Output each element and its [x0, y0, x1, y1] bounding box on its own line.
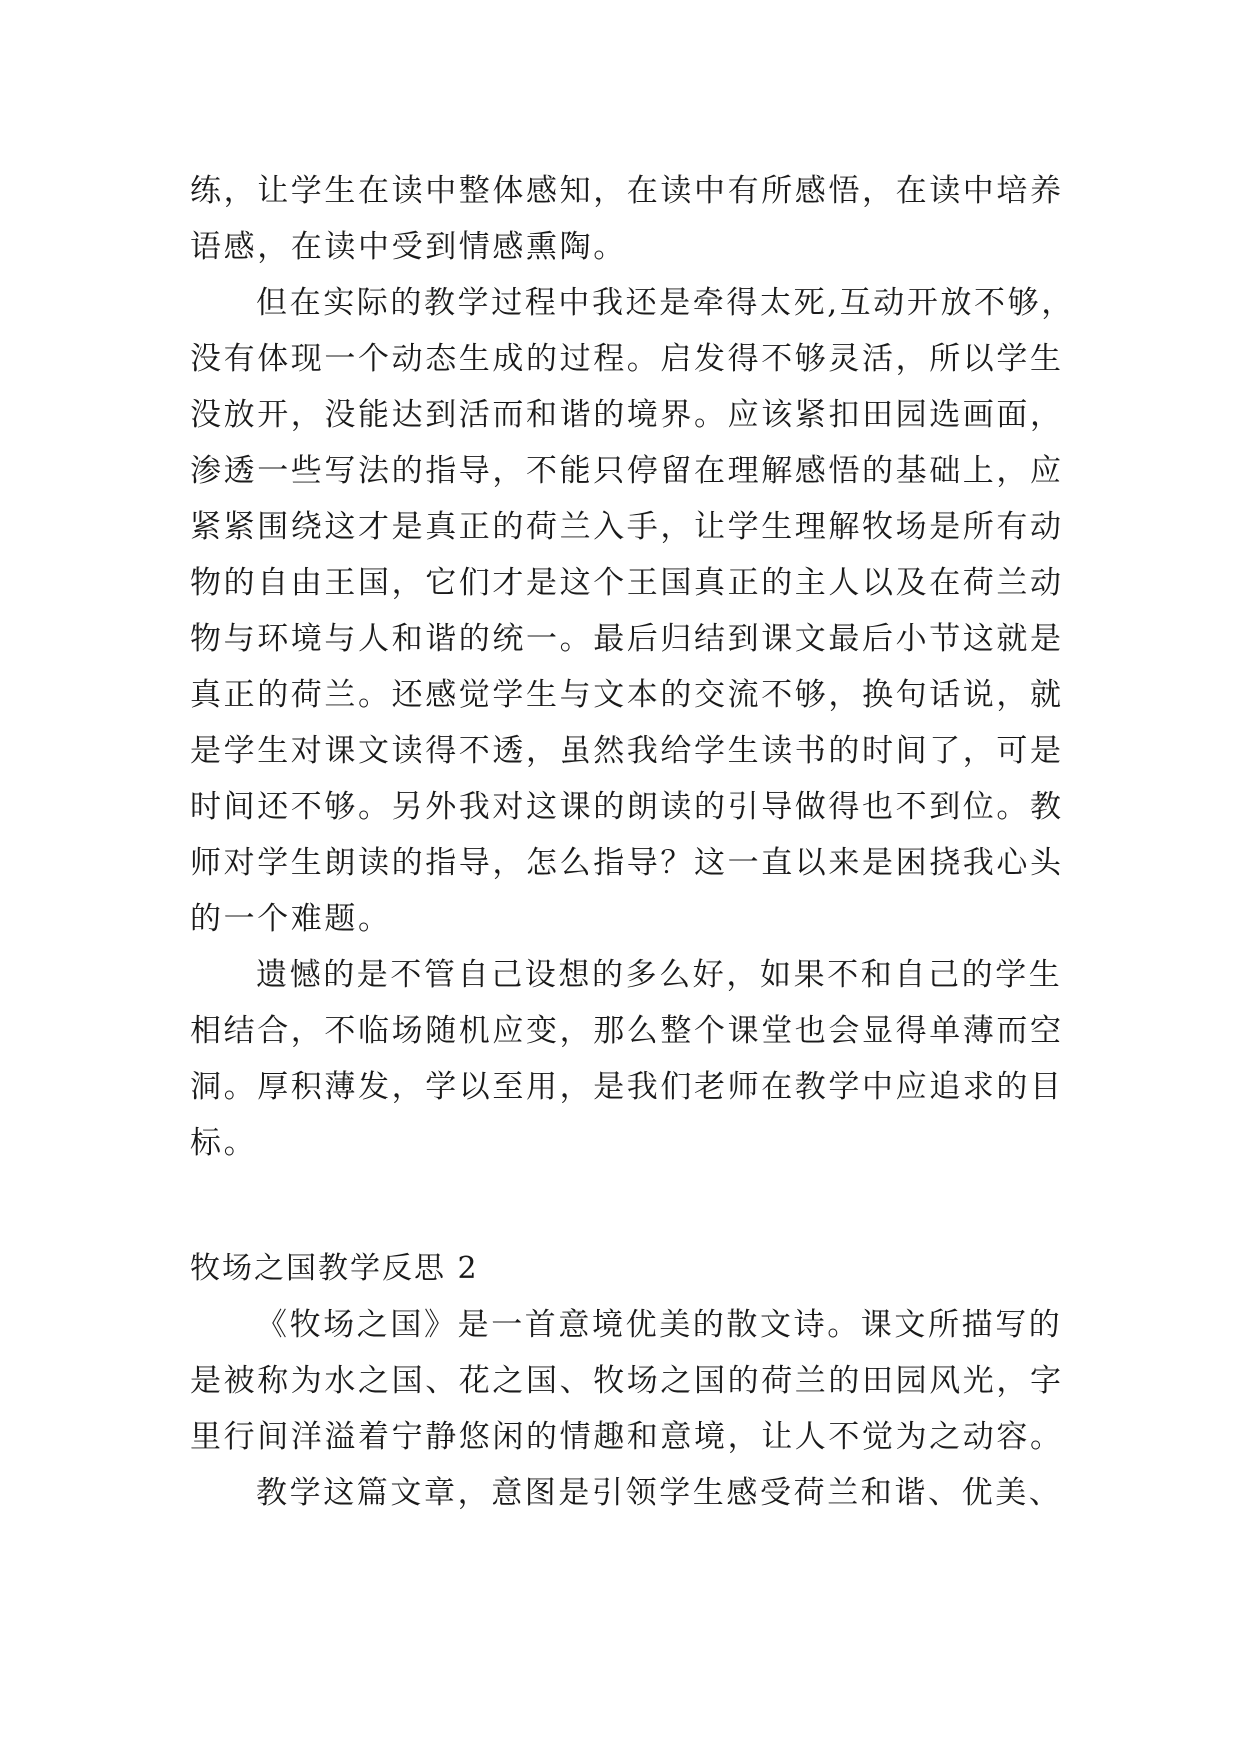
text-line: 紧紧围绕这才是真正的荷兰入手，让学生理解牧场是所有动: [190, 509, 1064, 545]
paragraph-3: [190, 947, 1090, 1171]
text-line: 是被称为水之国、花之国、牧场之国的荷兰的田园风光，字: [190, 1363, 1064, 1399]
text-line: 洞。厚积薄发，学以至用，是我们老师在教学中应追求的目: [190, 1069, 1064, 1105]
text-line: 是学生对课文读得不透，虽然我给学生读书的时间了，可是: [190, 733, 1064, 769]
text-line: 没有体现一个动态生成的过程。启发得不够灵活，所以学生: [190, 341, 1064, 377]
section-gap: [190, 1171, 1090, 1241]
text-line: 《牧场之国》是一首意境优美的散文诗。课文所描写的: [256, 1307, 1063, 1343]
text-line: 标。: [190, 1125, 258, 1161]
section-heading: 牧场之国教学反思 2: [190, 1251, 479, 1286]
text-line: 练，让学生在读中整体感知，在读中有所感悟，在读中培养: [190, 173, 1064, 209]
text-line: 里行间洋溢着宁静悠闲的情趣和意境，让人不觉为之动容。: [190, 1419, 1064, 1455]
document-page: [190, 163, 1090, 1521]
text-line: 遗憾的是不管自己设想的多么好，如果不和自己的学生: [256, 957, 1063, 993]
paragraph-4: [190, 1297, 1090, 1465]
paragraph-2: [190, 275, 1090, 947]
text-line: 时间还不够。另外我对这课的朗读的引导做得也不到位。教: [190, 789, 1064, 825]
text-line: 没放开，没能达到活而和谐的境界。应该紧扣田园选画面，: [190, 397, 1064, 433]
text-line: 渗透一些写法的指导，不能只停留在理解感悟的基础上，应: [190, 453, 1064, 489]
text-line: 相结合，不临场随机应变，那么整个课堂也会显得单薄而空: [190, 1013, 1064, 1049]
text-line: 物与环境与人和谐的统一。最后归结到课文最后小节这就是: [190, 621, 1064, 657]
text-line: 但在实际的教学过程中我还是牵得太死,互动开放不够，: [256, 285, 1075, 321]
paragraph-5: [190, 1465, 1090, 1521]
text-line: 教学这篇文章，意图是引领学生感受荷兰和谐、优美、: [256, 1475, 1063, 1511]
text-line: 真正的荷兰。还感觉学生与文本的交流不够，换句话说，就: [190, 677, 1064, 713]
text-line: 物的自由王国，它们才是这个王国真正的主人以及在荷兰动: [190, 565, 1064, 601]
text-line: 语感，在读中受到情感熏陶。: [190, 229, 627, 265]
text-line: 的一个难题。: [190, 901, 392, 937]
text-line: 师对学生朗读的指导，怎么指导？这一直以来是困挠我心头: [190, 845, 1064, 881]
paragraph-1: [190, 163, 1090, 275]
